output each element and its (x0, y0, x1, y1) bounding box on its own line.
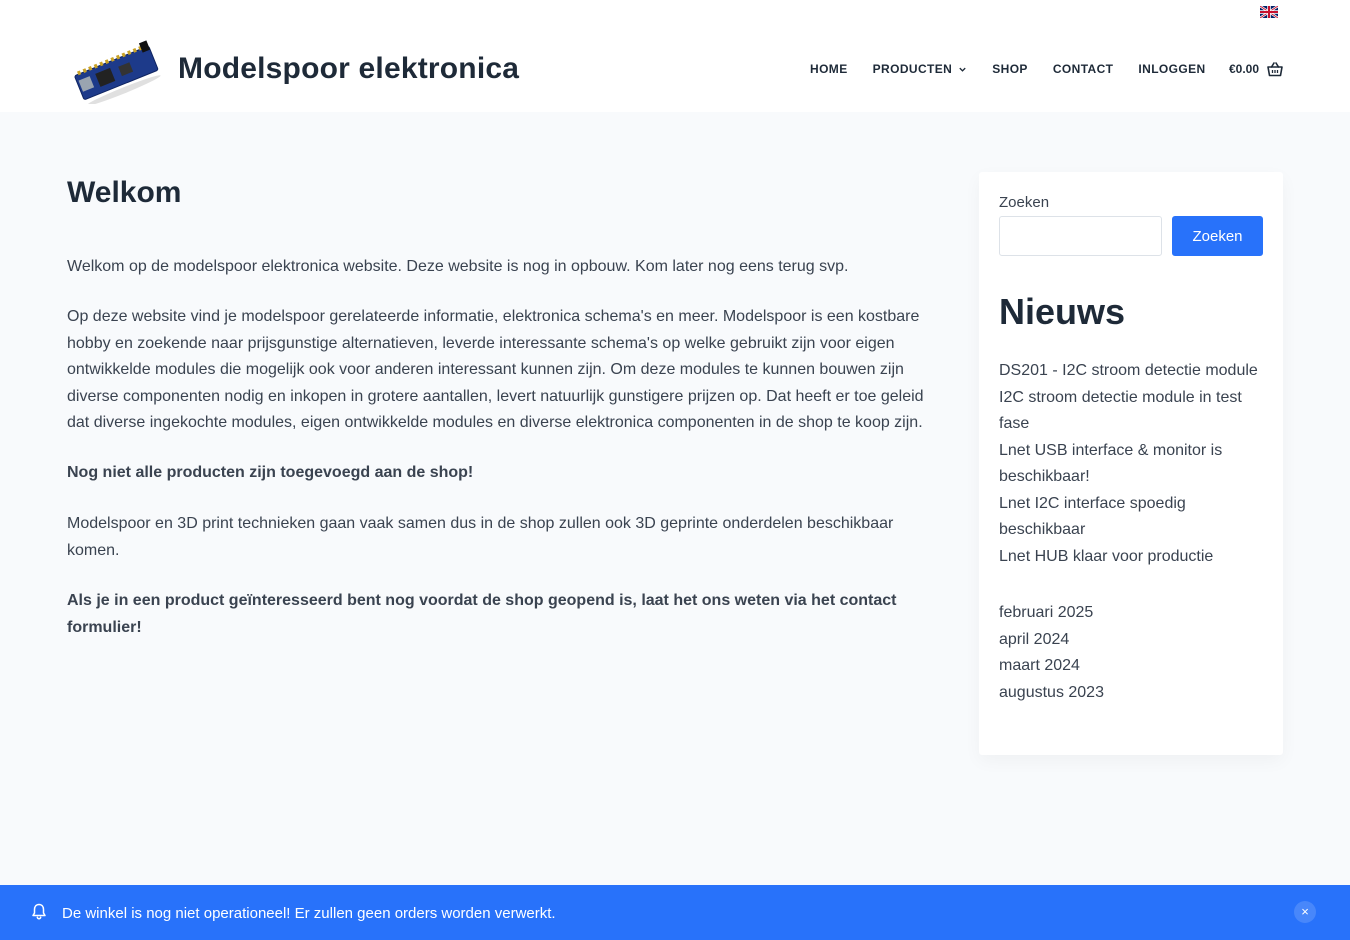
uk-flag-icon[interactable] (1260, 6, 1278, 18)
close-notice-button[interactable]: × (1294, 901, 1316, 923)
bell-icon (31, 903, 47, 920)
page-title: Welkom (67, 176, 182, 209)
news-item[interactable]: Lnet USB interface & monitor is beschikbaar! (999, 441, 1223, 485)
cart-total: €0.00 (1229, 62, 1260, 76)
about-paragraph: Op deze website vind je modelspoor gerelateerde informatie, elektronica schema's en meer. Modelspoor is een kostbare hobby en zoekende naar prijsgunstige alternatieven, leverde interessante schema's op welke gebruikt zijn voor eigen ontwikkelde modules die mogelijk ook voor anderen interessant kunnen zijn. Om deze modules te kunnen bouwen zijn diverse componenten nodig en inkopen in grotere aantallen, levert natuurlijk gunstigere prijzen op. Dat heeft er toe geleid dat diverse ingekochte modules, eigen ontwikkelde modules en diverse elektronica componenten in de shop te koop zijn. (67, 308, 924, 431)
shop-notice-paragraph: Nog niet alle producten zijn toegevoegd aan de shop! (67, 464, 474, 481)
sidebar (979, 172, 1283, 755)
store-notice-bar (0, 885, 1350, 940)
main-nav (810, 61, 1206, 77)
chevron-down-icon (958, 65, 967, 74)
news-item[interactable]: Lnet HUB klaar voor productie (999, 547, 1214, 565)
intro-paragraph: Welkom op de modelspoor elektronica website. Deze website is nog in opbouw. Kom later nog eens terug svp. (67, 258, 849, 275)
site-title[interactable]: Modelspoor elektronica (178, 52, 520, 85)
nav-contact[interactable] (1053, 62, 1114, 76)
nav-producten-label: PRODUCTEN (872, 62, 953, 76)
nav-shop[interactable] (992, 62, 1028, 76)
news-item[interactable]: Lnet I2C interface spoedig beschikbaar (999, 494, 1186, 538)
notice-text: De winkel is nog niet operationeel! Er zullen geen orders worden verwerkt. (62, 905, 556, 922)
3d-print-paragraph: Modelspoor en 3D print technieken gaan vaak samen dus in de shop zullen ook 3D geprinte onderdelen beschikbaar komen. (67, 515, 894, 559)
nav-home[interactable] (810, 62, 848, 76)
cart-button[interactable] (1229, 61, 1283, 77)
search-input[interactable] (999, 216, 1162, 256)
nav-home-label: HOME (810, 62, 848, 76)
archive-item[interactable]: augustus 2023 (999, 683, 1104, 701)
archive-item[interactable]: april 2024 (999, 630, 1070, 648)
main-content (67, 175, 932, 636)
basket-icon (1267, 62, 1283, 77)
site-logo[interactable] (70, 32, 162, 104)
archive-list (999, 600, 1269, 706)
nav-producten[interactable] (873, 62, 968, 76)
archive-item[interactable]: maart 2024 (999, 657, 1080, 674)
site-header (0, 0, 1350, 112)
news-list (999, 358, 1269, 570)
news-item[interactable]: I2C stroom detectie module in test fase (999, 388, 1242, 432)
nav-inloggen-label: INLOGGEN (1138, 62, 1206, 76)
contact-paragraph: Als je in een product geïnteresseerd bent nog voordat de shop geopend is, laat het ons weten via het contact formulier! (67, 592, 897, 636)
news-item[interactable]: DS201 - I2C stroom detectie module (999, 362, 1258, 379)
search-label: Zoeken (999, 194, 1050, 211)
news-title: Nieuws (999, 291, 1126, 332)
search-button[interactable]: Zoeken (1172, 216, 1263, 256)
nav-inloggen[interactable] (1138, 62, 1205, 76)
archive-item[interactable]: februari 2025 (999, 604, 1094, 621)
nav-contact-label: CONTACT (1052, 62, 1114, 76)
nav-shop-label: SHOP (992, 62, 1028, 76)
